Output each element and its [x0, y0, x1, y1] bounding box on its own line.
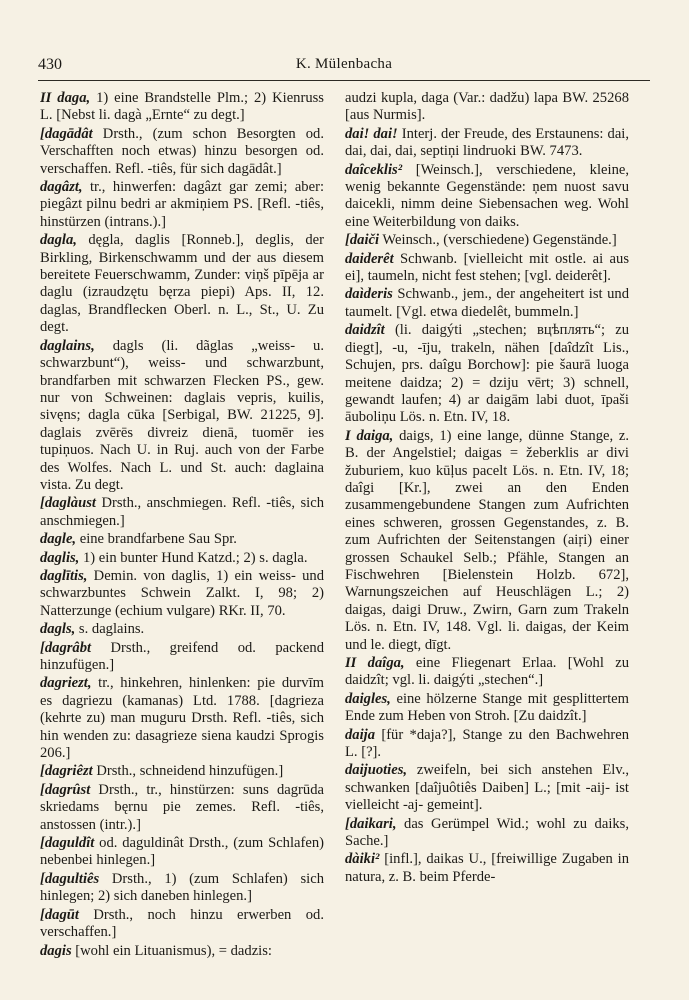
entry-headword: dàiki² [345, 851, 380, 868]
entry-headword: [daguldît [40, 835, 95, 852]
dictionary-entry [40, 495, 324, 530]
entry-text: Drsth., anschmiegen. Refl. -tiês, sich anschmiegen.] [40, 495, 324, 529]
dictionary-entry [345, 816, 629, 851]
dictionary-entry [345, 286, 629, 321]
entry-text: eine Fliegenart Erlaa. [Wohl zu daidzît; vgl. li. daigýti „stechen“.] [345, 655, 629, 689]
entry-headword: [dagūt [40, 906, 79, 923]
entry-text: Drsth., tr., hinstürzen: suns dagrūda skriedams bęrnu pie zemes. Refl. -tiês, anstossen (intr.).] [40, 781, 324, 833]
entry-text: Drsth., greifend od. packend hinzufügen.] [40, 639, 324, 673]
entry-headword: dagis [40, 942, 72, 959]
entry-headword: daglis, [40, 549, 80, 566]
entry-headword: dagle, [40, 531, 77, 548]
entry-text: [Weinsch.], verschiedene, kleine, wenig bekannte Gegenstände: ņem nuost savu daicekli, nimm deine Siebensachen weg. Wohl eine Weiterbildung von daiks. [345, 161, 629, 230]
dictionary-entry [345, 428, 629, 654]
dictionary-entry [40, 871, 324, 906]
dictionary-entry [40, 943, 324, 960]
entry-text: [wohl ein Lituanismus), = dadzis: [71, 942, 272, 959]
entry-text: daigs, 1) eine lange, dünne Stange, z. B. der Angelstiel; daigas = žeberklis ar divi žuburiem, kuo kūļus pacelt Lös. n. Etn. IV, 18; daîgi [Kr.], zwei an den Enden zusammengebundene Stangen zum Aufrichten eines schweren, grossen Gegenstandes, z. B. zum Aufrichten der Seitenstangen (aiŗi) einer grossen Schaukel Selb.; Pfähle, Stangen an Fischwehren [Bielenstein Holzb. 672], Warnungszeichen auf Heuschlägen L.; 2) daigas, daigi Druw., Zwirn, Garn zum Trakeln Lös. n. Etn. IV, 148. Vgl. li. daigas, der Keim und le. diegt, dīgt. [345, 427, 629, 653]
entry-headword: daijuoties, [345, 762, 408, 779]
entry-text: tr., hinwerfen: dagâzt gar zemi; aber: piegâzt pilnu bedri ar akmiņiem PS. [Refl. -tiês, hinstürzen (intrans.).] [40, 179, 324, 230]
dictionary-entry [345, 162, 629, 232]
page-header [38, 56, 650, 78]
entry-headword: dagâzt, [40, 179, 83, 196]
entry-text: Drsth., schneidend hinzufügen.] [92, 763, 284, 780]
header-rule [38, 80, 650, 81]
entry-text: od. daguldinât Drsth., (zum Schlafen) nebenbei hinlegen.] [40, 835, 324, 869]
entry-text: Demin. von daglis, 1) ein weiss- und schwarzbuntes Schwein Zalkt. I, 98; 2) Natterzunge (echium vulgare) RKr. II, 70. [40, 567, 324, 619]
entry-headword: dai! dai! [345, 125, 398, 142]
entry-text: Drsth., noch hinzu erwerben od. verschaffen.] [40, 906, 324, 941]
dictionary-entry [40, 675, 324, 762]
dictionary-entry [40, 568, 324, 620]
entry-headword: daglains, [40, 337, 95, 354]
entry-headword: [dagrâbt [40, 639, 92, 656]
entry-text: zweifeln, bei sich anstehen Elv., schwanken [daîjuôtiês Daiben] L.; [mit -aij- ist vielleicht -aj- gemeint]. [345, 762, 629, 814]
entry-headword: [dagādât [40, 125, 93, 142]
dictionary-entry [345, 126, 629, 161]
dictionary-entry [345, 90, 629, 125]
dictionary-entry [345, 655, 629, 690]
entry-text: [für *daja?], Stange zu den Bachwehren L. [?]. [345, 726, 629, 761]
entry-headword: daigles, [345, 690, 391, 707]
dictionary-entry [345, 322, 629, 426]
dictionary-entry [40, 179, 324, 231]
dictionary-entry [345, 851, 629, 886]
entry-text: Drsth., (zum schon Besorgten od. Verschafften noch etwas) hinzu besorgen od. verschaffen. Refl. -tiês, für sich dagādât.] [40, 125, 324, 177]
dictionary-entry [345, 232, 629, 249]
dictionary-entry [345, 691, 629, 726]
entry-headword: I daiga, [345, 427, 394, 444]
entry-text: Schwanb. [vielleicht mit ostle. ai aus ei], taumeln, nicht fest stehen; [vgl. deiderêt]. [345, 250, 629, 285]
entry-text: das Gerümpel Wid.; wohl zu daiks, Sache.] [345, 815, 629, 850]
dictionary-entry [40, 232, 324, 336]
dictionary-entry [40, 835, 324, 870]
entry-text: eine brandfarbene Sau Spr. [76, 531, 237, 548]
entry-text: 1) eine Brandstelle Plm.; 2) Kienruss L. [Nebst li. dagà „Ernte“ zu degt.] [40, 90, 324, 124]
dictionary-entry [40, 782, 324, 834]
entry-text: Weinsch., (verschiedene) Gegenstände.] [379, 232, 617, 249]
dictionary-entry [40, 126, 324, 178]
entry-text: tr., hinkehren, hinlenken: pie durvīm es dagriezu (kamanas) Ltd. 1788. [dagrieza (kehrte zu) man muguru Drsth. Refl. -tiês, sich hin wenden zu: dasagrieze siena kaudzi Sprogis 206.] [40, 675, 324, 762]
entry-headword: [daiči [345, 232, 380, 249]
dictionary-entry [345, 251, 629, 286]
entry-headword: dagla, [40, 232, 77, 249]
entry-text: 1) ein bunter Hund Katzd.; 2) s. dagla. [79, 549, 308, 566]
entry-text: Schwanb., jem., der angeheitert ist und taumelt. [Vgl. etwa diedelêt, bummeln.] [345, 286, 629, 320]
entry-text: s. daglains. [75, 621, 145, 638]
entry-text: Interj. der Freude, des Erstaunens: dai, dai, dai, dai, septiņi lindruoki BW. 7473. [345, 125, 629, 160]
dictionary-entry [345, 727, 629, 762]
page-number: 430 [38, 56, 62, 73]
entry-text: [infl.], daikas U., [freiwillige Zugaben in natura, z. B. beim Pferde- [345, 851, 629, 885]
entry-headword: II daga, [40, 90, 91, 106]
entry-headword: [dagriêzt [40, 763, 93, 780]
entry-text: eine hölzerne Stange mit gesplittertem Ende zum Heben von Stroh. [Zu daidzît.] [345, 690, 629, 725]
entry-headword: daija [345, 726, 375, 743]
dictionary-entry [40, 90, 324, 125]
entry-headword: daiderêt [345, 250, 394, 267]
dictionary-entry [40, 640, 324, 675]
entry-headword: daidzît [345, 322, 385, 339]
entry-headword: daîceklis² [345, 161, 403, 178]
entry-text: Drsth., 1) (zum Schlafen) sich hinlegen; 2) sich daneben hinlegen.] [40, 870, 324, 905]
dictionary-entry [40, 763, 324, 780]
dictionary-entry [345, 762, 629, 814]
entry-headword: [daikari, [345, 815, 397, 832]
entry-headword: daìderis [345, 286, 393, 303]
entry-text: dęgla, daglis [Ronneb.], deglis, der Birkling, Birkenschwamm und der aus diesem bereitete Feuerschwamm, Zunder: viņš pīpēja ar daglu (izraudzętu bęrza piepi) Aps. II, 12. daglas, Brandflecken Oberl. n. L., St., U. Zu degt. [40, 232, 324, 336]
entry-text: (li. daigýti „stechen; вцѣплять“; zu diegt], -u, -īju, trakeln, nähen [daîdzît Lis., Schujen, prs. daîgu Borchow]: pie šaurā luoga meitene daidza; 2) = dziju vērt; 3) schnell, gewandt laufen; 4) ar daigām labi duot, īpaši āuboliņu Lös. n. Etn. IV, 18. [345, 322, 629, 426]
entry-headword: dagriezt, [40, 675, 92, 692]
entry-headword: daglītis, [40, 567, 88, 584]
entry-headword: [dagrûst [40, 781, 91, 798]
dictionary-entry [40, 550, 324, 567]
left-column [40, 90, 324, 990]
running-head: K. Mülenbacha [295, 56, 393, 72]
right-column [345, 90, 629, 990]
dictionary-entry [40, 621, 324, 638]
entry-text: dagls (li. dãglas „weiss- u. schwarzbunt“), weiss- und schwarzbunt, brandfarben mit schwarzen Flecken PS., gew. nur von Schweinen: daglais vepris, kuilis, sivęns; dagla cūka [Serbigal, BW. 21225, 9]. daglais zvērēs divreiz dienā, tuomēr ies tupiņuos. Nach U. in Ruj. auch von der Farbe des Wolfes. Nach L. und St. auch: daglaina vista. Zu degt. [40, 337, 324, 493]
entry-headword: II daîga, [345, 655, 405, 671]
entry-headword: [daglàust [40, 495, 96, 512]
dictionary-entry [40, 907, 324, 942]
dictionary-entry [40, 531, 324, 548]
entry-headword: dagls, [40, 621, 76, 638]
entry-headword: [dagultiês [40, 870, 100, 887]
dictionary-entry [40, 338, 324, 495]
entry-text: audzi kupla, daga (Var.: dadžu) lapa BW. 25268 [aus Nurmis]. [345, 90, 629, 124]
